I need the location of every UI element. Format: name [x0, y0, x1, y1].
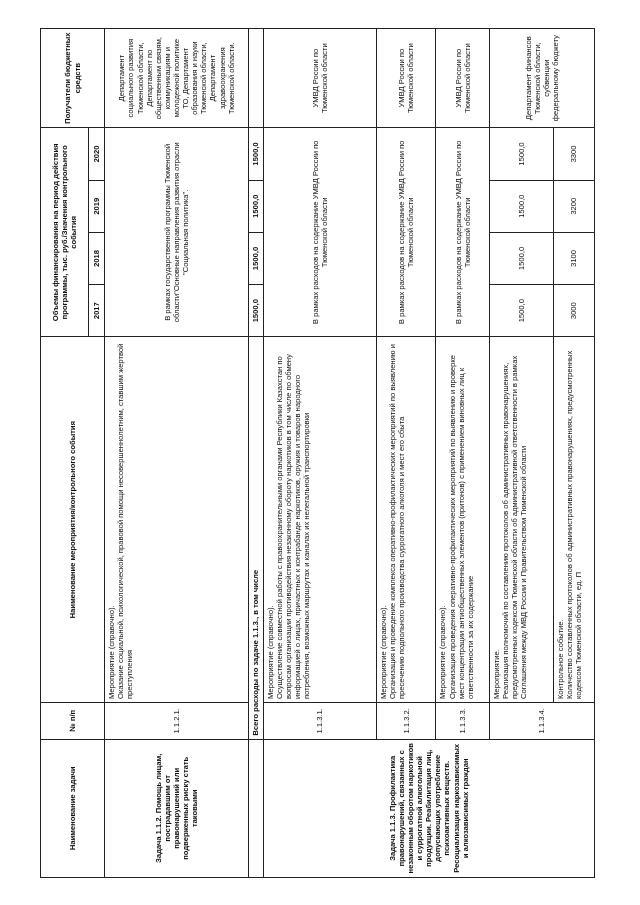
- value-2019: 1500,0: [490, 180, 554, 232]
- header-year-2018: 2018: [89, 232, 105, 284]
- header-event-name: Наименование мероприятия/контрольного события: [41, 337, 105, 703]
- event-line: Организация проведения оперативно-профилактических мероприятий по выявлению и проверке мест концентрации антиобщественных элементов (притонов) с применением виновных лиц к ответственности за их содержание: [447, 355, 475, 699]
- header-number: № п/п: [41, 703, 105, 740]
- event-cell: [105, 337, 249, 703]
- row-number: 1.1.3.2.: [376, 703, 436, 740]
- total-2017: 1500,0: [249, 285, 264, 337]
- event-line: Мероприятие.: [492, 649, 501, 699]
- row-number: 1.1.3.3.: [436, 703, 490, 740]
- recipient-cell: Департамент социального развития Тюменской области, Департамент по общественным связям, коммуникациям и молодежной политике ТО, Департамент образования и науки Тюменской области, Департамент здравоохранения Тюменской области.: [105, 29, 249, 128]
- recipient-cell: УМВД России по Тюменской области: [263, 29, 376, 128]
- header-year-2017: 2017: [89, 285, 105, 337]
- event-cell: [436, 337, 490, 703]
- table-row: [105, 29, 249, 878]
- value-2018: 3100: [553, 232, 594, 284]
- total-2020: 1500,0: [249, 128, 264, 180]
- event-cell: [376, 337, 436, 703]
- value-2017: 1500,0: [490, 285, 554, 337]
- header-year-2020: 2020: [89, 128, 105, 180]
- total-task-cell: [249, 739, 264, 877]
- value-2020: 3300: [553, 128, 594, 180]
- value-2018: 1500,0: [490, 232, 554, 284]
- funding-note: В рамках расходов на содержание УМВД России по Тюменской области: [263, 128, 376, 337]
- event-line: Мероприятие (справочно).: [107, 605, 116, 699]
- event-line: Контрольное событие.: [555, 619, 565, 699]
- row-number: 1.1.3.1.: [263, 703, 376, 740]
- total-recipient-cell: [249, 29, 264, 128]
- event-line: Организация и проведение комплекса оперативно-профилактических мероприятий по выявлению и пресечению подпольного производства суррогатного алкоголя и мест его сбыта: [387, 344, 407, 699]
- recipient-cell: УМВД России по Тюменской области: [436, 29, 490, 128]
- event-line: Реализация полномочий по составлению протоколов об административных правонарушениях, предусмотренных кодексом Тюменской области об административной ответственности в рамках Соглашения между МВД России и Правительством Тюменской области: [501, 355, 529, 699]
- recipient-cell: УМВД России по Тюменской области: [376, 29, 436, 128]
- total-label: Всего расходы по задаче 1.1.3., в том числе: [249, 337, 264, 739]
- event-cell: [490, 337, 554, 703]
- event-line: Мероприятие (справочно).: [438, 605, 448, 699]
- event-cell: [263, 337, 376, 703]
- header-year-2019: 2019: [89, 180, 105, 232]
- event-line: Мероприятие (справочно).: [265, 605, 275, 699]
- value-2020: 1500,0: [490, 128, 554, 180]
- event-line: Мероприятие (справочно).: [378, 605, 388, 699]
- row-number: 1.1.3.4.: [490, 703, 595, 740]
- header-row: [41, 29, 89, 878]
- total-2019: 1500,0: [249, 180, 264, 232]
- value-2019: 3200: [553, 180, 594, 232]
- total-row: [249, 29, 264, 878]
- event-line: Количество составленных протоколов об административных правонарушениях, предусмотренных кодексом Тюменской области, ед. П: [564, 350, 584, 699]
- header-funding: Объемы финансирования на период действия программы, тыс. руб./Значения контрольного события: [41, 128, 89, 337]
- header-recipients: Получатели бюджетных средств: [41, 29, 105, 128]
- event-cell: [553, 337, 594, 703]
- funding-note: В рамках расходов на содержание УМВД России по Тюменской области: [376, 128, 436, 337]
- value-2017: 3000: [553, 285, 594, 337]
- recipient-cell: Департамент финансов Тюменской области, субвенции федеральному бюджету: [490, 29, 595, 128]
- task-cell: Задача 1.1.2. Помощь лицам, пострадавшим от правонарушений или подверженных риску стать таковыми: [105, 739, 249, 877]
- row-number: 1.1.2.1.: [105, 703, 249, 740]
- table-row: [263, 29, 376, 878]
- program-events-table: [40, 28, 595, 878]
- event-line: Оказание социальной, психологической, правовой помощи несовершеннолетним, ставшим жертвой преступления: [116, 343, 135, 699]
- funding-note: В рамках государственной программы Тюменской области"Основные направления развития отрасли "Социальная политика".: [105, 128, 249, 337]
- task-cell: Задача 1.1.3. Профилактика правонарушений, связанных с незаконным оборотом наркотиков и суррогатной алкогольной продукции. Реабилитация лиц, допускающих употребление психоактивных веществ. Ресоциализация наркозависимых и алкозависимых граждан: [263, 739, 594, 877]
- event-line: Осуществление совместной работы с правоохранительными органами Республики Казахстан по вопросам организации противодействия незаконному обороту наркотиков в том числе по обмену информацией о лицах, причастных к контрабанде наркотиков, оружия и товаров народного потребления, возможных маршрутах и каналах их нелегальной транспортировки: [274, 354, 312, 699]
- header-task-name: Наименование задачи: [41, 739, 105, 877]
- rotated-table-sheet: [40, 28, 595, 878]
- funding-note: В рамках расходов на содержание УМВД России по Тюменской области: [436, 128, 490, 337]
- total-2018: 1500,0: [249, 232, 264, 284]
